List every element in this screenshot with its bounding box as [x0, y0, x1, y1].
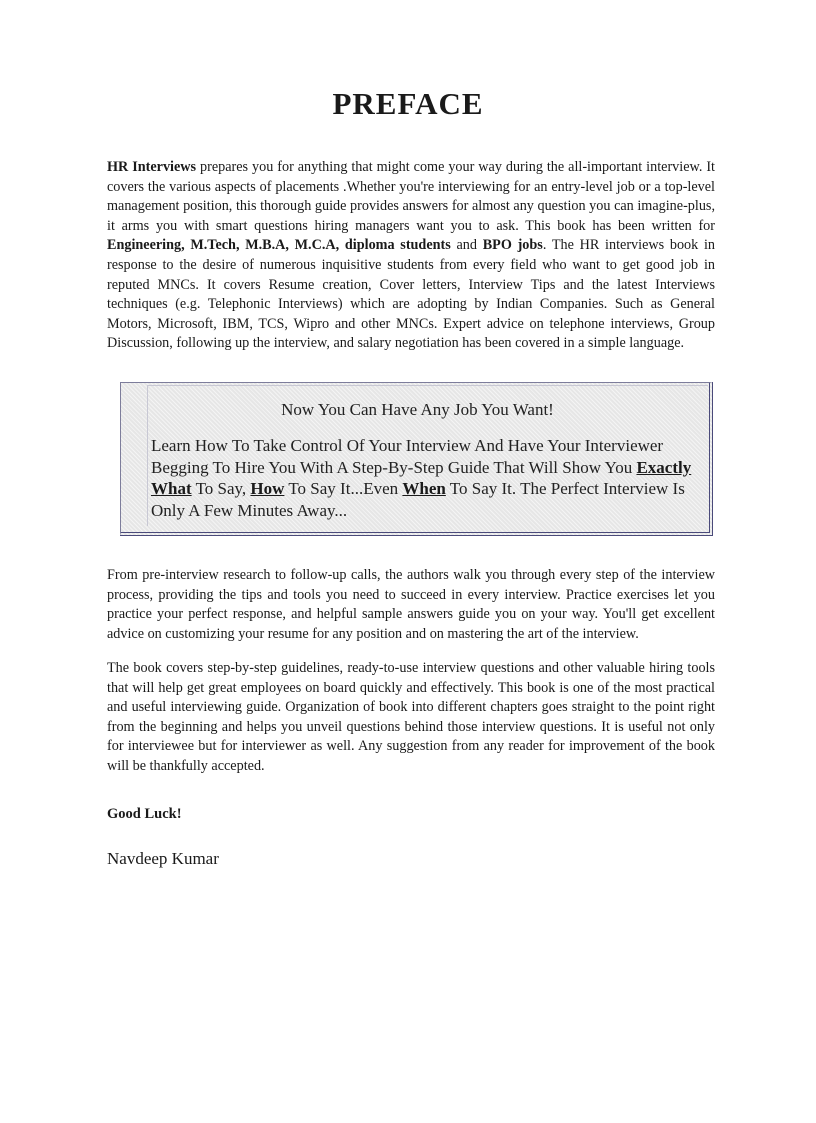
page-title: PREFACE — [332, 86, 484, 121]
intro-text-a: prepares you for anything that might come your way during the all-important interview. It covers the various aspects of placements .Whether you're interviewing for an entry-level job or a top-level management position, this thorough guide provides answers for almost any question you can imagine-plus, it arms you with smart questions hiring managers want you to ask. This book has been written for — [107, 159, 715, 234]
promo-body — [151, 435, 706, 521]
promo-highlight-exactly-what: Exactly What — [151, 457, 692, 498]
promo-highlight-when: When — [402, 479, 446, 498]
promo-text-4: To Say It. The Perfect Interview Is Only A Few Minutes Away... — [151, 479, 685, 520]
promo-heading: Now You Can Have Any Job You Want! — [281, 400, 554, 419]
author-name: Navdeep Kumar — [107, 849, 219, 868]
book-overview-paragraph: The book covers step-by-step guidelines, ready-to-use interview questions and other valuable hiring tools that will help get great employees on board quickly and effectively. This book is one of the most practical and useful interviewing guide. Organization of book into different chapters goes straight to the point right from the beginning and helps you unveil questions behind those interview questions. It is useful not only for interviewee but for interviewer as well. Any suggestion from any reader for improvement of the book will be thankfully accepted. — [107, 660, 715, 774]
intro-text-b: . The HR interviews book in response to the desire of numerous inquisitive students from every field who want to get good job in reputed MNCs. It covers Resume creation, Cover letters, Interview Tips and the latest Interviews techniques (e.g. Telephonic Interviews) which are adopting by Indian Companies. Such as General Motors, Microsoft, IBM, TCS, Wipro and other MNCs. Expert advice on telephone interviews, Group Discussion, following up the interview, and salary negotiation has been covered in a simple language. — [107, 237, 715, 352]
promo-highlight-how: How — [250, 479, 285, 498]
process-paragraph: From pre-interview research to follow-up calls, the authors walk you through every step of the interview process, providing the tips and tools you need to succeed in every interview. Practice exercises let you practice your perfect response, and helpful sample answers guide you on your way. You'll get excellent advice on customizing your resume for any position and on mastering the art of the interview. — [107, 567, 715, 642]
closing-line: Good Luck! — [107, 806, 182, 822]
intro-text-and: and — [450, 237, 483, 254]
intro-bold-hr-interviews: HR Interviews — [107, 159, 197, 175]
intro-paragraph — [107, 158, 715, 354]
promo-text-3: To Say It...Even — [284, 479, 403, 498]
promo-text-1: Learn How To Take Control Of Your Interview And Have Your Interviewer Begging To Hire You With A Step-By-Step Guide That Will Show You — [151, 436, 664, 477]
promo-callout-box — [120, 382, 713, 536]
intro-bold-audience: Engineering, M.Tech, M.B.A, M.C.A, diploma students — [107, 237, 451, 254]
intro-bold-bpo: BPO jobs — [482, 237, 543, 254]
promo-text-2: To Say, — [191, 479, 251, 498]
